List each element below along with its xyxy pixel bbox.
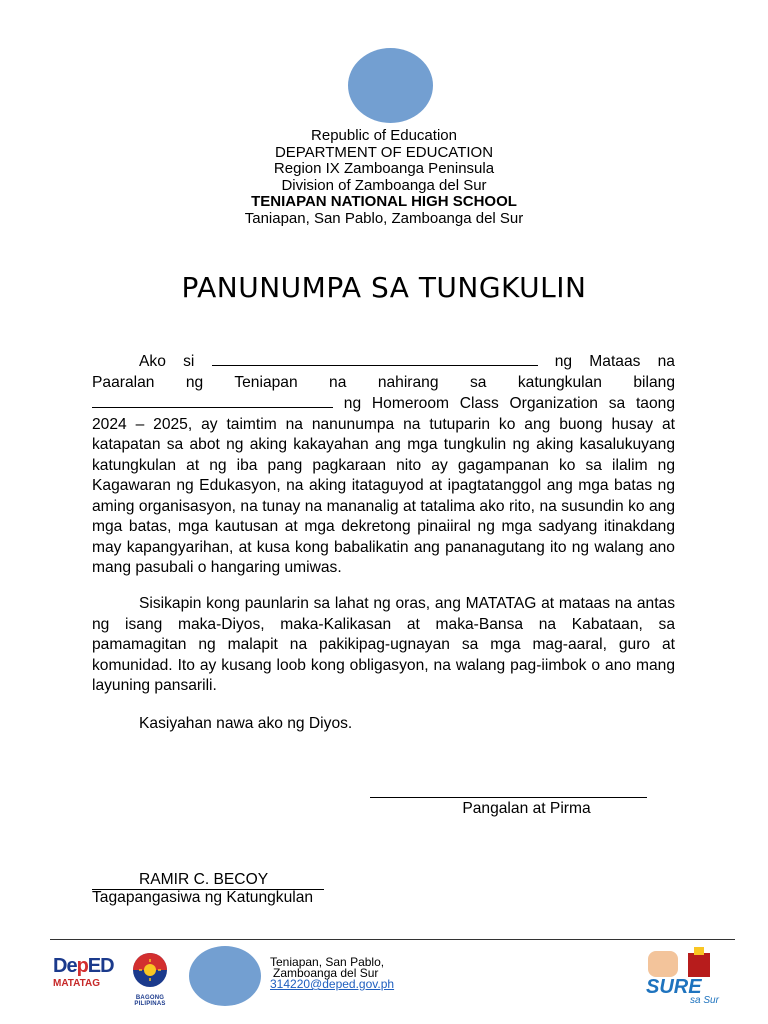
deped-logo-text-de: De bbox=[53, 955, 77, 977]
oath-paragraph-2 bbox=[92, 594, 675, 697]
document-header bbox=[0, 128, 768, 227]
adviser-name: RAMIR C. BECOY bbox=[92, 871, 324, 890]
school-logo-placeholder bbox=[348, 48, 433, 123]
signature-label: Pangalan at Pirma bbox=[462, 800, 591, 817]
oath-paragraph-3 bbox=[92, 714, 675, 735]
oath-school-text: ng Mataas na Paaralan ng Teniapan na nahirang sa katungkulan bilang bbox=[92, 353, 675, 391]
bagong-pilipinas-text: BAGONG PILIPINAS bbox=[134, 995, 166, 1007]
sure-sa-sur-emblem-icon bbox=[640, 945, 732, 1005]
bagong-pilipinas-emblem-icon bbox=[125, 950, 175, 990]
oath-closing-text: Kasiyahan nawa ako ng Diyos. bbox=[139, 715, 353, 732]
footer-email-link[interactable]: 314220@deped.gov.ph bbox=[270, 977, 395, 991]
deped-matatag-logo bbox=[53, 955, 115, 1001]
header-republic: Republic of Education bbox=[311, 127, 457, 144]
sure-sa-sur-logo bbox=[640, 945, 732, 1005]
deped-logo-text-p: p bbox=[76, 955, 88, 977]
footer-divider bbox=[50, 939, 735, 940]
oath-body-text: ng Homeroom Class Organization sa taong 2024 – 2025, ay taimtim na nanunumpa na tutuparin ko ang buong husay at katapatan sa abot ng aking kakayahan ang mga tungkulin ng aking kasalukuyang katungkulan at ng iba pang pagkaraan nito ay gagampanan ko sa ilalim ng Kagawaran ng Edukasyon, na aking itataguyod at ipagtatanggol ang mga batas ng aming organisasyon, na tunay na mananalig at tatalima ako rito, na susundin ko ang mga batas, mga kautusan at mga dekretong pinaiiral ng mga sadyang itinakdang may kapangyarihan, at kusa kong babalikatin ang pananagutang ito ng walang ano mang pasubali o hangaring umiwas. bbox=[92, 395, 675, 576]
oath-commitment-text: Sisikapin kong paunlarin sa lahat ng oras, ang MATATAG at mataas na antas ng isang maka-Diyos, maka-Kalikasan at maka-Bansa na Kabataan, sa pamamagitan ng malapit na pakikipag-ugnayan sa mga mag-aaral, guro at komunidad. Ito ay kusang loob kong obligasyon, na walang pag-iimbok o ano mang layuning pansarili. bbox=[92, 595, 675, 694]
name-blank[interactable] bbox=[212, 351, 538, 366]
document-title: PANUNUMPA SA TUNGKULIN bbox=[181, 271, 587, 304]
adviser-role: Tagapangasiwa ng Katungkulan bbox=[92, 889, 314, 906]
sure-logo-word: SURE bbox=[646, 976, 702, 998]
signature-line bbox=[370, 797, 647, 798]
header-department: DEPARTMENT OF EDUCATION bbox=[274, 143, 494, 161]
footer-address-line-1: Teniapan, San Pablo, bbox=[270, 955, 385, 969]
footer-contact bbox=[270, 957, 394, 990]
footer-address-line-2: Zamboanga del Sur bbox=[273, 966, 379, 980]
bagong-pilipinas-logo bbox=[120, 950, 180, 1007]
header-school-address: Taniapan, San Pablo, Zamboanga del Sur bbox=[244, 209, 524, 227]
oath-intro: Ako si bbox=[139, 353, 195, 370]
position-blank[interactable] bbox=[92, 393, 333, 408]
header-division: Division of Zamboanga del Sur bbox=[281, 176, 487, 194]
header-school-name: TENIAPAN NATIONAL HIGH SCHOOL bbox=[251, 193, 517, 210]
sure-logo-sub: sa Sur bbox=[690, 995, 719, 1005]
deped-logo-text-ed: ED bbox=[87, 955, 114, 977]
oath-paragraph-1 bbox=[92, 351, 675, 579]
school-logo-footer-placeholder bbox=[189, 946, 261, 1006]
header-region: Region IX Zamboanga Peninsula bbox=[273, 160, 495, 177]
matatag-text: MATATAG bbox=[53, 978, 101, 989]
